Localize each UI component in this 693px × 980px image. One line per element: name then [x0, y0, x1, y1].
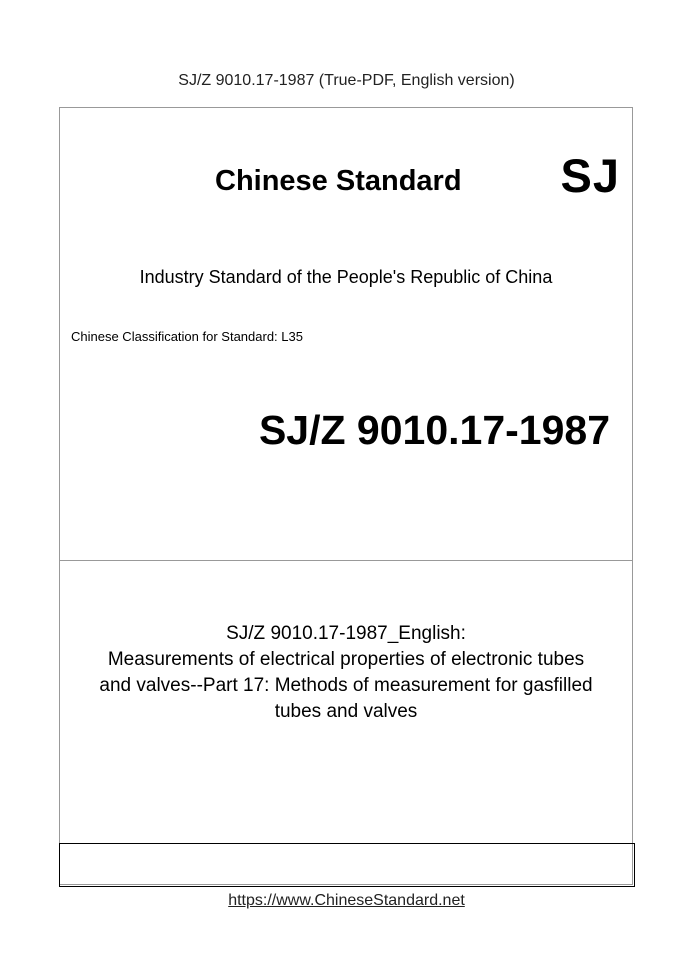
title-line-2: Measurements of electrical properties of electronic tubes: [107, 649, 585, 670]
title-line-3: and valves--Part 17: Methods of measurement for gasfilled: [99, 675, 593, 696]
document-title: [70, 621, 622, 725]
title-panel: [60, 561, 632, 843]
standard-heading: Chinese Standard: [215, 165, 462, 197]
cover-frame: [59, 107, 633, 885]
industry-line: Industry Standard of the People's Republic of China: [139, 267, 553, 287]
header-caption: SJ/Z 9010.17-1987 (True-PDF, English version): [178, 72, 515, 89]
classification-line: Chinese Classification for Standard: L35: [71, 329, 303, 344]
title-line-1: SJ/Z 9010.17-1987_English:: [226, 623, 466, 644]
standard-number: SJ/Z 9010.17-1987: [258, 407, 610, 453]
title-line-4: tubes and valves: [274, 701, 418, 722]
website-link[interactable]: https://www.ChineseStandard.net: [228, 892, 465, 909]
cover-top-panel: [60, 108, 632, 561]
footer: [0, 891, 693, 911]
sj-mark: SJ: [560, 149, 620, 202]
empty-bottom-box: [59, 843, 635, 887]
